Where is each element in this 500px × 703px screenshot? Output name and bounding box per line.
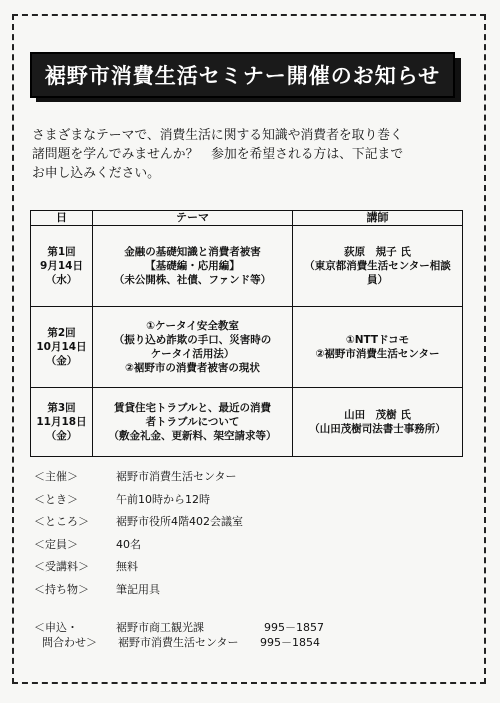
- contact-phone: 995－1854: [260, 636, 320, 649]
- session-date-cell: [31, 388, 93, 457]
- lecturer-line: ②裾野市消費生活センター: [315, 348, 440, 360]
- seminar-schedule-table: [30, 210, 463, 457]
- session-date: 11月18日: [36, 416, 87, 428]
- detail-label: ＜持ち物＞: [34, 582, 89, 596]
- title-banner: [30, 52, 455, 98]
- session-date: 10月14日: [36, 341, 87, 353]
- theme-line: （振り込め詐欺の手口、災害時の: [113, 334, 272, 346]
- contact-phone: 995－1857: [264, 621, 324, 634]
- theme-line: 金融の基礎知識と消費者被害: [124, 246, 261, 258]
- detail-label: ＜定員＞: [34, 537, 78, 551]
- header-theme: テーマ: [93, 211, 293, 226]
- session-weekday: （金）: [45, 355, 78, 367]
- contact-line: [34, 635, 474, 650]
- session-date-cell: [31, 226, 93, 307]
- detail-value: 午前10時から12時: [116, 492, 210, 506]
- detail-row-belongings: [34, 581, 474, 604]
- table-row: [31, 307, 463, 388]
- detail-value: 40名: [116, 537, 141, 551]
- detail-row-fee: [34, 558, 474, 581]
- intro-line: 諸問題を学んでみませんか？ 参加を希望される方は、下記まで: [32, 147, 404, 162]
- table-header-row: [31, 211, 463, 226]
- event-details: [34, 468, 474, 604]
- lecturer-line: （山田茂樹司法書士事務所）: [309, 423, 446, 435]
- detail-row-time: [34, 491, 474, 514]
- contact-label: ＜申込・: [34, 621, 78, 634]
- detail-label: ＜主催＞: [34, 470, 78, 483]
- table-row: [31, 226, 463, 307]
- contact-label: 問合わせ＞: [42, 636, 97, 649]
- lecturer-line: （東京都消費生活センター相談: [304, 260, 451, 272]
- session-date-cell: [31, 307, 93, 388]
- session-theme-cell: [93, 226, 293, 307]
- lecturer-line: 員）: [367, 274, 388, 286]
- theme-line: 賃貸住宅トラブルと、最近の消費: [113, 402, 272, 414]
- intro-paragraph: [32, 126, 472, 183]
- session-number: 第1回: [47, 246, 76, 258]
- session-theme-cell: [93, 307, 293, 388]
- theme-line: （敷金礼金、更新料、架空請求等）: [108, 430, 277, 442]
- header-date: 日: [31, 211, 93, 226]
- session-lecturer-cell: [293, 307, 463, 388]
- detail-row-organizer: [34, 468, 474, 491]
- contact-org: 裾野市消費生活センター: [118, 636, 239, 649]
- session-weekday: （金）: [45, 430, 78, 442]
- detail-row-venue: [34, 513, 474, 536]
- detail-value: 裾野市役所4階402会議室: [116, 515, 243, 529]
- detail-value: 裾野市消費生活センター: [116, 470, 237, 483]
- theme-line: ケータイ活用法）: [150, 348, 235, 360]
- detail-label: ＜ところ＞: [34, 515, 89, 529]
- table-row: [31, 388, 463, 457]
- detail-value: 筆記用具: [116, 582, 160, 596]
- session-number: 第3回: [47, 402, 76, 414]
- contact-info: [34, 620, 474, 650]
- lecturer-line: 山田 茂樹 氏: [344, 409, 411, 421]
- theme-line: 【基礎編・応用編】: [145, 260, 240, 272]
- session-theme-cell: [93, 388, 293, 457]
- session-weekday: （水）: [45, 274, 78, 286]
- header-lecturer: 講師: [293, 211, 463, 226]
- theme-line: 者トラブルについて: [145, 416, 240, 428]
- intro-line: さまざまなテーマで、消費生活に関する知識や消費者を取り巻く: [32, 128, 403, 143]
- contact-line: [34, 620, 474, 635]
- detail-row-capacity: [34, 536, 474, 559]
- session-lecturer-cell: [293, 388, 463, 457]
- session-date: 9月14日: [40, 260, 83, 272]
- intro-line: お申し込みください。: [32, 166, 160, 181]
- session-number: 第2回: [47, 327, 76, 339]
- theme-line: （未公開株、社債、ファンド等）: [113, 274, 272, 286]
- contact-org: 裾野市商工観光課: [116, 621, 204, 634]
- lecturer-line: 荻原 規子 氏: [344, 246, 411, 258]
- detail-label: ＜とき＞: [34, 492, 78, 506]
- theme-line: ②裾野市の消費者被害の現状: [125, 362, 260, 374]
- detail-value: 無料: [116, 560, 138, 574]
- theme-line: ①ケータイ安全教室: [146, 320, 239, 332]
- detail-label: ＜受講料＞: [34, 560, 89, 574]
- session-lecturer-cell: [293, 226, 463, 307]
- page-title: 裾野市消費生活セミナー開催のお知らせ: [30, 52, 455, 98]
- lecturer-line: ①NTTドコモ: [345, 334, 410, 346]
